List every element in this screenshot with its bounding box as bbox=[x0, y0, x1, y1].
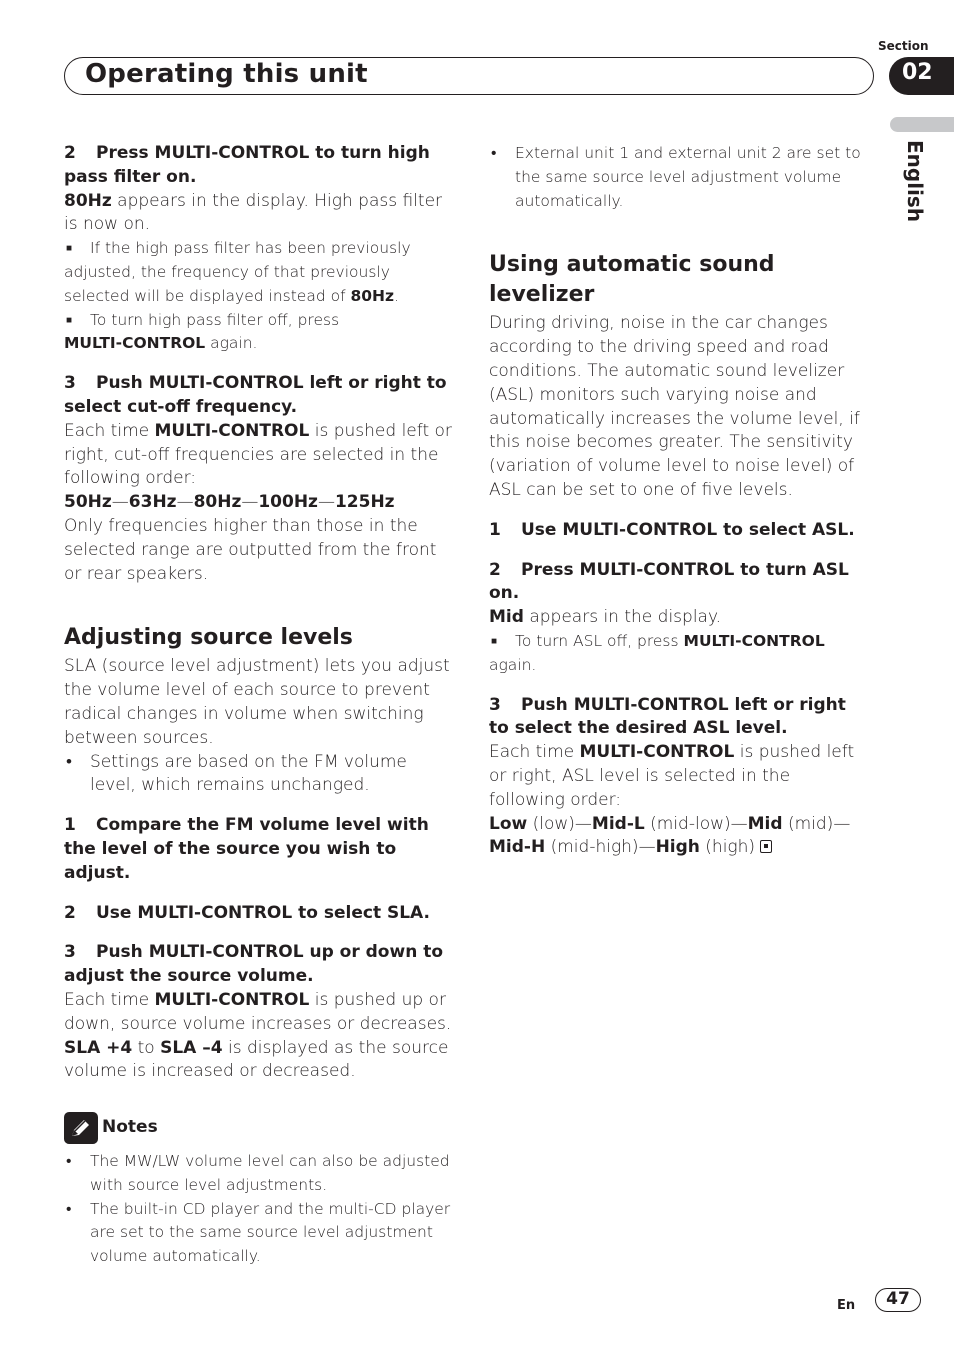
language-label: English bbox=[903, 140, 927, 223]
level-desc: (low) bbox=[527, 813, 575, 834]
step-heading bbox=[64, 814, 456, 885]
step-heading bbox=[489, 559, 869, 607]
emphasis: MULTI-CONTROL bbox=[154, 989, 310, 1010]
text: appears in the display. High pass filter is now on. bbox=[64, 190, 443, 235]
text: Each time bbox=[489, 742, 580, 763]
text: is displayed as the source volume is increased or decreased. bbox=[64, 1037, 449, 1082]
step-title: Use MULTI-CONTROL to select ASL. bbox=[521, 519, 855, 540]
step-heading bbox=[489, 694, 869, 742]
square-bullet-icon: ■ bbox=[66, 243, 73, 255]
text: is pushed up or down, source volume increases or decreases. bbox=[64, 989, 452, 1034]
level-name: Mid-L bbox=[591, 813, 645, 834]
emphasis: MULTI-CONTROL bbox=[579, 742, 735, 763]
level-desc: (mid-low) bbox=[644, 813, 731, 834]
pencil-note-icon bbox=[64, 1112, 98, 1144]
frequency: 50Hz bbox=[64, 492, 112, 513]
separator: — bbox=[730, 813, 748, 834]
square-bullet-icon: ■ bbox=[66, 314, 73, 326]
text: is pushed left or right, cut-off frequencies are selected in the following order: bbox=[64, 420, 452, 489]
emphasis: MULTI-CONTROL bbox=[64, 334, 206, 353]
emphasis: Mid bbox=[489, 607, 524, 628]
emphasis: 80Hz bbox=[64, 190, 112, 211]
text: . bbox=[394, 286, 399, 305]
paragraph bbox=[64, 1037, 456, 1085]
step-title: Push MULTI-CONTROL up or down to adjust the source volume. bbox=[64, 942, 444, 987]
emphasis: MULTI-CONTROL bbox=[154, 420, 310, 441]
paragraph bbox=[64, 190, 456, 238]
level-name: High bbox=[655, 837, 700, 858]
text: Each time bbox=[64, 420, 155, 441]
text: again. bbox=[489, 655, 537, 674]
step-number: 1 bbox=[64, 815, 76, 836]
section-heading: Using automatic sound levelizer bbox=[489, 252, 775, 308]
step-title: Press MULTI-CONTROL to turn ASL on. bbox=[489, 559, 849, 604]
level-name: Mid-H bbox=[489, 837, 546, 858]
emphasis: SLA –4 bbox=[160, 1037, 223, 1058]
emphasis: SLA +4 bbox=[64, 1037, 133, 1058]
paragraph bbox=[489, 741, 869, 812]
step-heading bbox=[489, 519, 869, 543]
note-item bbox=[64, 309, 456, 357]
step-title: Use MULTI-CONTROL to select SLA. bbox=[96, 902, 430, 923]
text: again. bbox=[205, 334, 258, 353]
section-label: Section bbox=[878, 39, 929, 53]
separator: — bbox=[176, 492, 194, 513]
note-text: To turn ASL off, press bbox=[515, 631, 684, 650]
step-title: Push MULTI-CONTROL left or right to select the desired ASL level. bbox=[489, 694, 846, 739]
step-title: Push MULTI-CONTROL left or right to select cut-off frequency. bbox=[64, 373, 447, 417]
note-item bbox=[489, 630, 869, 678]
separator: — bbox=[833, 813, 851, 834]
frequency: 125Hz bbox=[334, 492, 395, 513]
separator: — bbox=[317, 492, 335, 513]
note-text: To turn high pass filter off, press bbox=[90, 310, 340, 329]
level-desc: (high) bbox=[699, 837, 756, 858]
separator: — bbox=[574, 813, 592, 834]
step-heading bbox=[64, 372, 456, 420]
notes-item: • The MW/LW volume level can also be adjusted with source level adjustments. bbox=[64, 1150, 456, 1198]
footer-language-code: En bbox=[837, 1298, 856, 1313]
page-title: Operating this unit bbox=[85, 59, 368, 89]
step-number: 3 bbox=[64, 373, 76, 394]
frequency-sequence bbox=[64, 491, 456, 515]
step-number: 2 bbox=[64, 902, 76, 923]
section-heading: Adjusting source levels bbox=[64, 625, 353, 651]
emphasis: 80Hz bbox=[350, 286, 395, 305]
step-title: Press MULTI-CONTROL to turn high pass filter on. bbox=[64, 143, 430, 187]
notes-header bbox=[64, 1110, 456, 1146]
step-number: 1 bbox=[489, 519, 501, 540]
step-heading bbox=[64, 902, 456, 926]
step-number: 3 bbox=[489, 694, 501, 715]
notes-title: Notes bbox=[102, 1117, 158, 1138]
paragraph: SLA (source level adjustment) lets you adjust the volume level of each source to prevent radical changes in volume when switching between sources. bbox=[64, 656, 450, 748]
right-column bbox=[489, 142, 869, 860]
square-bullet-icon: ■ bbox=[491, 635, 498, 647]
step-title: Compare the FM volume level with the level of the source you wish to adjust. bbox=[64, 815, 429, 883]
note-item bbox=[64, 237, 456, 308]
note-text: If the high pass filter has been previously adjusted, the frequency of that previously selected will be displayed instead of bbox=[64, 239, 411, 305]
page-number: 47 bbox=[875, 1288, 921, 1312]
step-heading bbox=[64, 142, 456, 190]
bullet-item: • External unit 1 and external unit 2 are set to the same source level adjustment volume automatically. bbox=[489, 142, 869, 213]
frequency: 100Hz bbox=[258, 492, 318, 513]
bullet-item: • Settings are based on the FM volume level, which remains unchanged. bbox=[64, 751, 456, 799]
level-desc: (mid) bbox=[782, 813, 834, 834]
separator: — bbox=[241, 492, 259, 513]
frequency: 80Hz bbox=[193, 492, 242, 513]
paragraph: Only frequencies higher than those in the selected range are outputted from the front or rear speakers. bbox=[64, 515, 437, 584]
end-of-section-icon bbox=[760, 840, 772, 853]
paragraph bbox=[64, 420, 456, 491]
asl-level-sequence bbox=[489, 813, 869, 861]
paragraph bbox=[64, 989, 456, 1037]
text: appears in the display. bbox=[523, 607, 721, 628]
step-heading bbox=[64, 941, 456, 989]
frequency: 63Hz bbox=[128, 492, 177, 513]
left-column bbox=[64, 142, 456, 1269]
section-number-tab bbox=[889, 57, 954, 95]
paragraph: During driving, noise in the car changes according to the driving speed and road conditions. The automatic sound levelizer (ASL) monitors such varying noise and automatically increases the volume level, if this noise becomes greater. The sensitivity (variation of volume level to noise level) of ASL can be set to one of five levels. bbox=[489, 313, 860, 500]
level-name: Mid bbox=[747, 813, 783, 834]
level-desc: (mid-high) bbox=[545, 837, 639, 858]
text: Each time bbox=[64, 989, 155, 1010]
separator: — bbox=[638, 837, 656, 858]
step-number: 2 bbox=[489, 559, 501, 580]
section-number: 02 bbox=[902, 60, 933, 85]
paragraph bbox=[489, 606, 869, 630]
text: is pushed left or right, ASL level is selected in the following order: bbox=[489, 742, 855, 810]
step-number: 3 bbox=[64, 942, 76, 963]
level-name: Low bbox=[489, 813, 528, 834]
emphasis: MULTI-CONTROL bbox=[683, 631, 825, 650]
language-tab-bar bbox=[890, 117, 954, 132]
notes-item: • The built-in CD player and the multi-CD player are set to the same source level adjustment volume automatically. bbox=[64, 1198, 456, 1269]
step-number: 2 bbox=[64, 143, 76, 163]
text: to bbox=[132, 1037, 161, 1058]
separator: — bbox=[111, 492, 129, 513]
